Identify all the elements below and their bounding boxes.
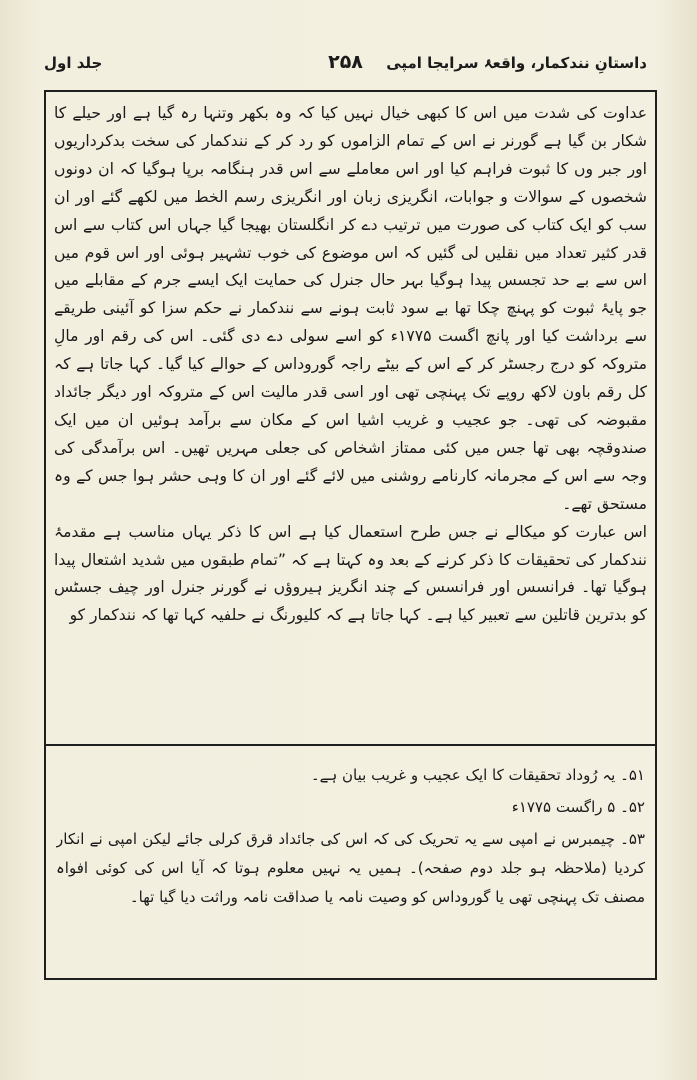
footnote-51: ۵۱۔ یہ رُوداد تحقیقات کا ایک عجیب و غریب بیان ہے۔	[310, 766, 645, 784]
page-number: ۲۵۸	[328, 51, 363, 73]
volume-label: جلد اول	[44, 54, 103, 72]
footnote-53: ۵۳۔ چیمبرس نے امپی سے یہ تحریک کی کہ اس کی جائداد قرق کرلی جائے لیکن امپی نے انکار کردیا (ملاحظہ ہو جلد دوم صفحہ)۔ ہمیں یہ نہیں معلوم ہوتا کہ آیا اس کی کوئی افواہ مصنف تک پہنچی تھی یا گوروداس کو وصیت نامہ یا صداقت نامہ وراثت دیا گیا تھا۔	[56, 830, 645, 906]
running-title: داستانِ نندکمار، واقعۂ سرایجا امپی	[386, 54, 647, 72]
page-header	[44, 51, 647, 84]
paragraph-1: عداوت کی شدت میں اس کا کبھی خیال نہیں کیا کہ وہ بکھر وتنہا رہ گیا ہے اور حیلے کا شکار بن گیا ہے گورنر نے اس کے تمام الزاموں کو رد کر کے نندکمار کی سخت بدکرداریوں اور جبر وں کا ثبوت فراہم کیا اور اس معاملے سے اس قدر ہنگامہ برپا ہوگیا کہ ان دونوں شخصوں کے سوالات و جوابات، انگریزی زبان اور انگریزی رسم الخط میں لکھے گئے اور ان سب کو ایک کتاب کی صورت میں ترتیب دے کر انگلستان بھیجا گیا جہاں اس کتاب سے اس قدر کثیر تعداد میں نقلیں لی گئیں کہ اس موضوع کی خوب تشہیر ہوئی اور اس قوم میں اس سے بے حد تجسس پیدا ہوگیا بہر حال جنرل کی حمایت ایک ایسے جرم کے مقابلے میں جو پایۂ ثبوت کو پہنچ چکا تھا بے سود ثابت ہونے سے نندکمار نے حکم سزا کو آئینی طریقے سے برداشت کیا اور پانچ اگست ۱۷۷۵ء کو اسے سولی دے دی گئی۔ اس کی رقم اور مالِ متروکہ کو درج رجسٹر کر کے اس کے بیٹے راجہ گوروداس کے حوالے کیا گیا۔ کہا جاتا ہے کہ کل رقم باون لاکھ روپے تک پہنچی تھی اور اسی قدر مالیت اس کے متروکہ اور دیگر جائداد مقبوضہ کی تھی۔ جو عجیب و غریب اشیا اس کے مکان سے برآمد ہوئیں ان میں ایک صندوقچہ بھی تھا جس میں کئی ممتاز اشخاص کی جعلی مہریں تھیں۔ اس برآمدگی کی وجہ سے اس کے مجرمانہ کارنامے روشنی میں لائے گئے اور ان کا وہی حشر ہوا جس کے وہ مستحق تھے۔	[54, 104, 647, 513]
footnote-52: ۵۲۔ ۵ راگست ۱۷۷۵ء	[511, 798, 645, 816]
footnotes	[56, 758, 645, 970]
paragraph-2: اس عبارت کو میکالے نے جس طرح استعمال کیا ہے اس کا ذکر یہاں مناسب ہے مقدمۂ نندکمار کی تحقیقات کا ذکر کرنے کے بعد وہ کہتا ہے کہ ”تمام طبقوں میں شدید اشتعال پیدا ہوگیا تھا۔ فرانسس اور فرانسس کے چند انگریز ہیروؤں نے گورنر جنرل اور چیف جسٹس کو بدترین قاتلین سے تعبیر کیا ہے۔ کہا جاتا ہے کہ کلیورنگ نے حلفیہ کہا تھا کہ نندکمار کو	[54, 522, 647, 625]
main-text	[54, 100, 647, 736]
footnote-divider	[44, 744, 657, 746]
